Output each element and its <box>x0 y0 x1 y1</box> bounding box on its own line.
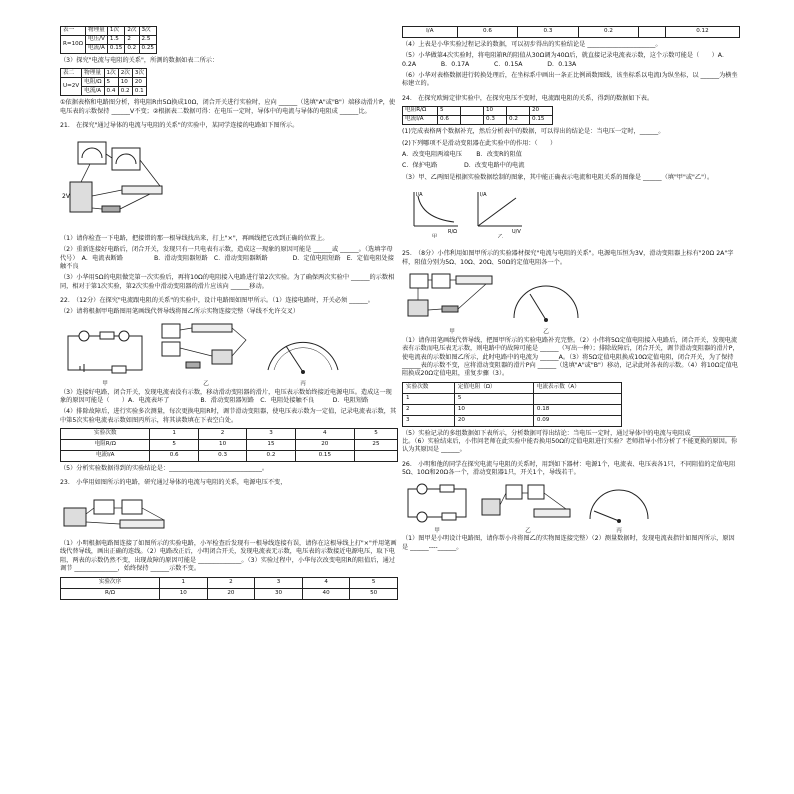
table-cell: 物理量 <box>82 69 104 78</box>
option-row <box>402 151 740 159</box>
axis-label: R/Ω <box>448 228 457 235</box>
figure-row-22 <box>60 320 398 389</box>
table-cell: 1 <box>160 577 208 588</box>
question-text: （1）图甲是小明设计电路图，请你帮小舟将图乙的实物图连接完整）（2）测量数据时，发现电流表指针如图丙所示，原因是 ______----______。 <box>402 535 735 551</box>
table-cell: 5 <box>454 393 533 404</box>
table-row <box>403 415 622 426</box>
table-cell: 电阻R/Ω <box>403 107 438 116</box>
graph-caption: 乙 <box>498 233 504 238</box>
table-cell: 4 <box>295 429 354 440</box>
table-cell: 10 <box>484 107 507 116</box>
table-two <box>60 68 147 96</box>
table-one <box>60 26 157 54</box>
table-cell: 物理量 <box>85 27 107 36</box>
question-text: （2）请将根据甲电路图用笔画线代替导线将图乙所示实物连接完整（导线不允许交叉） <box>60 308 300 316</box>
question-24-title: 24. 在探究欧姆定律实验中，在探究电压不变时，电流跟电阻的关系，得到的数据如下表。 <box>402 94 654 102</box>
voltmeter-icon <box>112 148 140 170</box>
table-row <box>61 36 157 45</box>
table-cell: 2次 <box>125 27 139 36</box>
circuit-figure-21 <box>60 136 170 228</box>
figure-caption: 丙 <box>300 381 306 388</box>
table-cell: 0.12 <box>665 27 739 38</box>
figure-caption: 乙 <box>525 527 531 534</box>
table-row <box>61 78 147 87</box>
figure-25-yi <box>508 278 584 337</box>
table-cell: 5 <box>150 440 198 451</box>
table-23 <box>60 577 398 600</box>
table-cell: 1次 <box>107 27 124 36</box>
ammeter-dial-icon <box>262 328 344 378</box>
table-cell: 3 <box>247 429 295 440</box>
table-row <box>61 429 398 440</box>
table-cell: 30 <box>255 588 303 599</box>
question-text: （2）重新连接好电路后，闭合开关，发现只有一只电表有示数，造成这一现象的原因可能是 ______或 ______。（选填字母代号） A．电流表断路 B．滑动变阻器短路 C．滑动变阻器断路 D．定值电阻短路 E．定值电阻处接触不良 <box>60 246 394 270</box>
table-cell: 电阻R/Ω <box>61 440 150 451</box>
table-cell: R/Ω <box>61 588 160 599</box>
table-cell: 2 <box>403 404 455 415</box>
voltage-label: 2V <box>62 193 70 201</box>
question-text: (1)完成表格两个数据补充，然后分析表中的数据，可以得出的结论是：当电压一定时，______。 <box>402 128 665 136</box>
question-text: （4）上表是小华实验过程记录的数据，可以初步得出的实验结论是 ______________________。 <box>402 41 662 48</box>
table-cell <box>354 451 397 462</box>
table-25 <box>402 382 622 427</box>
table-row <box>403 27 740 38</box>
table-cell: 2.5 <box>139 36 156 45</box>
table-cell: 电流/A <box>82 87 104 96</box>
question-22-title: 22. （12分）在探究"电流跟电阻的关系"的实验中，设计电路图如图甲所示。（1）连接电路时，开关必须 ______。 <box>60 296 374 304</box>
figure-caption: 丙 <box>616 527 622 534</box>
table-cell: 0.2 <box>578 27 639 38</box>
question-text: （4）排除故障后，进行实验多次测量，每次更换电阻R时，调节滑动变阻器，使电压表示数为一定值，记录电流表示数，其中第5次实验电流表示数如图丙所示，将其读数填在下表空白处。 <box>60 408 397 424</box>
question-text: ①依据表格和电路图分析，将电阻R由5Ω换成10Ω，闭合开关进行实验时，应向 ______（选填"A"或"B"）端移动滑片P，使电压表的示数保持 ______V不变；②根据表二数据可得：在电压一定时，导体中的电流与导体的电阻成 ______比。 <box>60 99 396 115</box>
table-cell: 0.2 <box>507 116 530 125</box>
table-row <box>403 404 622 415</box>
table-cell: 20 <box>207 588 255 599</box>
table-cell <box>639 27 666 38</box>
table-24 <box>402 106 553 125</box>
circuit-figure-23 <box>60 494 180 534</box>
figure-caption: 乙 <box>203 381 209 388</box>
table-cell: 20 <box>295 440 354 451</box>
table-cell: 电流表示数（A） <box>533 382 621 393</box>
table-23-continued <box>402 26 740 38</box>
table-cell: 电流I/A <box>403 116 438 125</box>
table-cell: 0.09 <box>533 415 621 426</box>
table-row <box>403 393 622 404</box>
question-text: （3）连接好电路，闭合开关，发现电流表没有示数，移动滑动变阻器的滑片，电压表示数始终接近电源电压。造成这一现象的原因可能是（ ）A．电流表坏了 B．滑动变阻器短路 C．电阻处接触不良 D．电阻短路 <box>60 388 392 404</box>
option-d: D．改变电路中的电流 <box>463 162 525 170</box>
table-cell: 20 <box>454 415 533 426</box>
axis-label: U/V <box>512 228 521 235</box>
table-cell: 0.1 <box>132 87 146 96</box>
question-23-title: 23. 小华用如图所示的电路，研究通过导体的电流与电阻的关系，电源电压不变， <box>60 479 287 487</box>
table-cell: 40 <box>302 588 350 599</box>
table-cell: 10 <box>118 78 132 87</box>
question-text: （5）实验记录的多组数据如下表所示，分析数据可得出结论：当电压一定时，通过导体中的电流与电阻成 ______________比。（6）实验结束后，小伟问老师在此实验中能否换用50Ω的定值电阻进行实验？老师指导小伟分析了不能更换的原因。你认为其原因是 ______。 <box>402 429 738 454</box>
table-cell: 1 <box>403 393 455 404</box>
table-row <box>61 440 398 451</box>
table-cell: 1.5 <box>107 36 124 45</box>
table-row <box>61 69 147 78</box>
question-text: （5）分析实验数据得到的实验结论是：______________________________。 <box>60 465 269 473</box>
table-cell: 0.25 <box>139 45 156 54</box>
figure-row-25 <box>402 270 740 337</box>
table-row <box>61 588 398 599</box>
table-cell: 0.6 <box>150 451 198 462</box>
table-cell: 0.2 <box>247 451 295 462</box>
table-cell: 0.15 <box>530 116 553 125</box>
table-cell: 0.3 <box>484 116 507 125</box>
apparatus-icon <box>478 481 578 525</box>
table-cell: 表一 <box>61 27 86 36</box>
table-cell: 0.2 <box>125 45 139 54</box>
axis-label: I/A <box>416 191 423 198</box>
table-cell: 10 <box>160 588 208 599</box>
table-cell: 0.3 <box>518 27 579 38</box>
figure-row-26 <box>402 481 740 536</box>
apparatus-icon <box>402 270 502 326</box>
option-c: C．保护电路 <box>402 162 438 170</box>
table-cell: 1 <box>150 429 198 440</box>
table-cell: 实验次数 <box>403 382 455 393</box>
table-cell: 实验次序 <box>61 577 160 588</box>
circuit-diagram-icon <box>402 481 472 525</box>
table-cell <box>461 116 484 125</box>
resistor-icon <box>102 206 120 212</box>
question-text: （5）小华做第4次实验时，将电阻箱R的阻值从30Ω调为40Ω后，就直接记录电流表示数，这个示数可能是（ ）A．0.2A B．0.17A C．0.15A D．0.13A <box>402 52 729 68</box>
figure-22-bing <box>262 328 344 389</box>
table-cell: 3次 <box>139 27 156 36</box>
figure-caption: 甲 <box>434 527 440 534</box>
table-cell: 20 <box>530 107 553 116</box>
figure-caption: 甲 <box>102 381 108 388</box>
rheostat-icon <box>122 186 162 194</box>
table-cell: 2 <box>207 577 255 588</box>
figure-25-jia <box>402 270 502 337</box>
table-cell: 2 <box>125 36 139 45</box>
table-row <box>61 577 398 588</box>
table-cell: 0.6 <box>457 27 518 38</box>
table-row <box>61 451 398 462</box>
ammeter-icon <box>78 142 106 164</box>
table-cell: 0.18 <box>533 404 621 415</box>
table-cell: 10 <box>198 440 246 451</box>
table-cell: 20 <box>132 78 146 87</box>
table-cell: 2 <box>198 429 246 440</box>
table-cell: 50 <box>350 588 398 599</box>
table-cell: 0.3 <box>198 451 246 462</box>
table-cell: 电流/A <box>85 45 107 54</box>
option-row <box>402 162 740 170</box>
table-cell: U=2V <box>61 78 82 96</box>
question-text: （1）小明根据电路图连接了如图所示的实验电路，小军检查后发现有一根导线连接有误，请你在这根导线上打"×"并用笔画线代替导线，画出正确的连线。（2）电路改正后，小明闭合开关，发现电流表无示数，电压表的示数接近电源电压，取下电阻，两表的示数仍然不变，出现故障的原因可能是 ______________。（3）实验过程中，小华每次改变电阻R的阻值后，通过调节 ______________，始终保持 ______示数不变。 <box>60 540 397 573</box>
table-22 <box>60 428 398 462</box>
table-cell: 25 <box>354 440 397 451</box>
table-cell: 1次 <box>104 69 118 78</box>
table-cell: 定值电阻（Ω） <box>454 382 533 393</box>
table-cell: 3 <box>255 577 303 588</box>
ammeter-dial-icon <box>584 481 654 525</box>
table-cell <box>533 393 621 404</box>
figure-caption: 甲 <box>449 329 455 336</box>
ammeter-dial-icon <box>508 278 584 326</box>
question-text: （1）请你检查一下电路，把接错的那一根导线找出来，打上"×"，再画线把它改到正确的位置上。 <box>60 234 329 242</box>
figure-26-bing <box>584 481 654 536</box>
table-cell: 3次 <box>132 69 146 78</box>
table-cell: 电阻/Ω <box>82 78 104 87</box>
table-cell: 10 <box>454 404 533 415</box>
table-cell: 5 <box>350 577 398 588</box>
table-row <box>403 107 553 116</box>
table-row <box>403 116 553 125</box>
figure-22-jia <box>60 326 150 389</box>
apparatus-icon <box>156 320 256 378</box>
axis-label: I/A <box>480 191 487 198</box>
table-cell: I/A <box>403 27 458 38</box>
table-cell: 0.15 <box>107 45 124 54</box>
option-a: A．改变电阻两端电压 <box>402 150 462 158</box>
question-text: （6）小华对表格数据进行转换处理后，在坐标系中画出一条正比例函数图线，该坐标系以电流I为纵坐标，以 ______为横坐标建立的。 <box>402 72 738 88</box>
circuit-diagram-icon <box>60 326 150 378</box>
table-cell: 4 <box>302 577 350 588</box>
question-text: （1）请你用笔画线代替导线，把图甲所示的实验电路补充完整。（2）小伟将5Ω定值电阻接入电路后，闭合开关，发现电流表有示数而电压表无示数，则电路中的故障可能是 ______（写出一种）；排除故障后，闭合开关，调节滑动变阻器的滑片P，使电流表的示数如图乙所示，此时电路中的电流为 ______A。（3）将5Ω定值电阻换成10Ω定值电阻，闭合开关，为了保持 ______表的示数不变，应将滑动变阻器的滑片P向 ______（选填"A"或"B"）移动，记录此时各表的示数。（4）将10Ω定值电阻换成20Ω定值电阻，重复步骤（3）。 <box>402 336 739 378</box>
question-text: （3）小华用5Ω的电阻做完第一次实验后，再将10Ω的电阻接入电路进行第2次实验。为了确保两次实验中 ______的示数相同，相对于第1次实验，第2次实验中滑动变阻器的滑片应该向 ______移动。 <box>60 274 395 290</box>
table-cell: 实验次数 <box>61 429 150 440</box>
table-cell <box>461 107 484 116</box>
figure-26-yi <box>478 481 578 536</box>
table-cell: 0.4 <box>104 87 118 96</box>
question-21-title: 21. 在探究"通过导体的电流与电阻的关系"的实验中，某同学连接的电路如下图所示。 <box>60 122 299 130</box>
right-column <box>402 26 740 555</box>
table-cell: 5 <box>438 107 461 116</box>
question-26-title: 26. 小明和他的同学在探究电流与电阻的关系时，用到如下器材：电源1个，电流表、电压表各1只，不同阻值的定值电阻5Ω、10Ω和20Ω各一个，滑动变阻器1只，开关1个，导线若干。 <box>402 460 736 477</box>
table-cell: 0.15 <box>295 451 354 462</box>
graph-yi <box>478 192 522 238</box>
graph-jia <box>414 192 458 238</box>
graph-caption: 甲 <box>432 233 438 238</box>
table-cell: R=10Ω <box>61 36 86 54</box>
figure-caption: 乙 <box>543 329 549 336</box>
table-cell <box>507 107 530 116</box>
table-cell: 电压/V <box>85 36 107 45</box>
table-cell: 表二 <box>61 69 82 78</box>
table-cell: 5 <box>104 78 118 87</box>
option-b: B．改变R的阻值 <box>476 150 522 158</box>
table-cell: 15 <box>247 440 295 451</box>
table-cell: 0.2 <box>118 87 132 96</box>
table-cell: 3 <box>403 415 455 426</box>
table-row <box>403 382 622 393</box>
question-25-title: 25. （8分）小伟利用如图甲所示的实验器材探究"电流与电阻的关系"。电源电压恒为3V，滑动变阻器上标有"20Ω 2A"字样，阻值分别为5Ω、10Ω、20Ω、50Ω的定值电阻各一个。 <box>402 250 734 266</box>
question-text: (2)下列哪项不是滑动变阻器在此实验中的作用：（ ） <box>402 139 557 147</box>
figure-26-jia <box>402 481 472 536</box>
figure-22-yi <box>156 320 256 389</box>
question-text: （3）甲、乙两图是根据实验数据绘制的图象，其中能正确表示电流和电阻关系的图像是 ______（填"甲"或"乙"）。 <box>402 173 714 181</box>
table-row <box>61 27 157 36</box>
left-column <box>60 26 398 602</box>
table-cell: 5 <box>354 429 397 440</box>
table-cell: 2次 <box>118 69 132 78</box>
question-text: （3）探究"电流与电阻的关系"，所测的数据如表二所示： <box>60 57 219 64</box>
table-cell: 电流I/A <box>61 451 150 462</box>
graph-pair-24 <box>402 188 532 238</box>
table-cell: 0.6 <box>438 116 461 125</box>
battery-icon <box>70 182 92 212</box>
